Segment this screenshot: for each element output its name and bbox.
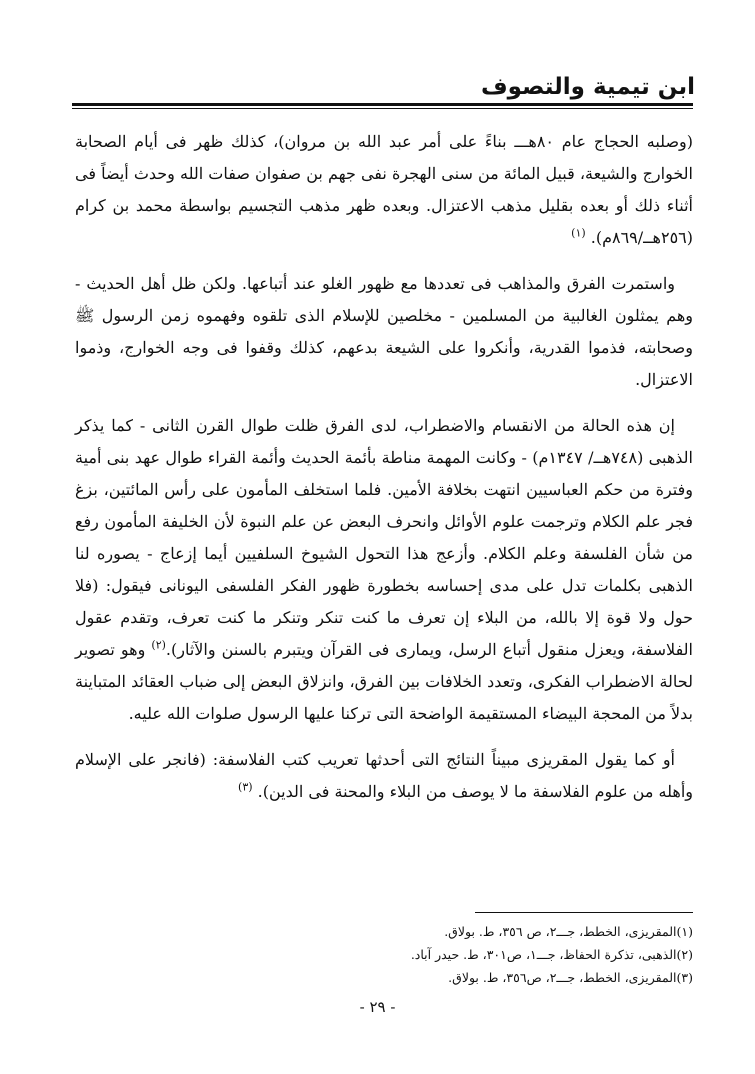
header-rule-thick [72, 103, 693, 106]
footnote-ref-2: (٢) [151, 638, 166, 652]
footnote-3: (٣)المقريزى، الخطط، جـــ٢، ص٣٥٦، ط. بولاق. [448, 970, 693, 985]
paragraph-3 [75, 410, 693, 730]
footnote-1: (١)المقريزى، الخطط، جـــ٢، ص ٣٥٦، ط. بولاق. [444, 924, 693, 939]
footnote-ref-3: (٣) [238, 780, 253, 794]
paragraph-2-text: واستمرت الفرق والمذاهب فى تعددها مع ظهور الغلو عند أتباعها. ولكن ظل أهل الحديث - وهم يمثلون الغالبية من المسلمين - مخلصين للإسلام الذى تلقوه وفهموه زمن الرسول ﷺ وصحابته، فذموا القدرية، وأنكروا على الشيعة بدعهم، كذلك وقفوا فى وجه الخوارج، وذموا الاعتزال. [75, 274, 693, 389]
page-number: - ٢٩ - [359, 998, 396, 1016]
paragraph-3-text-a: إن هذه الحالة من الانقسام والاضطراب، لدى الفرق ظلت طوال القرن الثانى - كما يذكر الذهبى (٧٤٨هــ/ ١٣٤٧م) - وكانت المهمة مناطة بأئمة الحديث وأئمة القراء طوال عهد بنى أمية وفترة من حكم العباسيين انتهت بخلافة الأمين. فلما استخلف المأمون على رأس المائتين، بزغ فجر علم الكلام وترجمت علوم الأوائل وانحرف البعض عن علم النبوة لأن الخليفة المأمون رفع من شأن الفلسفة وعلم الكلام. وأزعج هذا التحول الشيوخ السلفيين أيما إزعاج - يصوره لنا الذهبى بكلمات تدل على مدى إحساسه بخطورة ظهور الفكر الفلسفى اليونانى فيقول: (فلا حول ولا قوة إلا بالله، من البلاء إن تعرف ما كنت تنكر وتنكر ما كنت تعرف، وتقدم عقول الفلاسفة، ويعزل منقول أتباع الرسل، ويمارى فى القرآن ويتبرم بالسنن والآثار). [75, 416, 694, 659]
paragraph-4-text: أو كما يقول المقريزى مبيناً النتائج التى أحدثها تعريب كتب الفلاسفة: (فانجر على الإسلام وأهله من علوم الفلاسفة ما لا يوصف من البلاء والمحنة فى الدين). [75, 750, 693, 801]
header-rule-thin [72, 108, 693, 109]
paragraph-4 [75, 744, 693, 808]
paragraph-3-text-b: وهو تصوير لحالة الاضطراب الفكرى، وتعدد الخلافات بين الفرق، وانزلاق البعض إلى ضباب العقائد المتباينة بدلاً من المحجة البيضاء المستقيمة الواضحة التى تركنا عليها الرسول صلوات الله عليه. [75, 640, 693, 723]
paragraph-1-text: (وصلبه الحجاج عام ٨٠هـــ بناءً على أمر عبد الله بن مروان)، كذلك ظهر فى أيام الصحابة الخوارج والشيعة، قبيل المائة من سنى الهجرة نفى جهم بن صفوان صفات الله وحدث أيضاً فى أثناء ذلك أو بعده بقليل مذهب الاعتزال. وبعده ظهر مذهب التجسيم بواسطة محمد بن كرام (٢٥٦هــ/٨٦٩م). [75, 132, 694, 247]
footnotes [75, 920, 693, 989]
footnote-2: (٢)الذهبى، تذكرة الحفاظ، جـــ١، ص٣٠١، ط. حيدر آباد. [410, 947, 693, 962]
footnote-ref-1: (١) [571, 226, 586, 240]
paragraph-2 [75, 268, 693, 396]
body-text [75, 126, 693, 822]
paragraph-1 [75, 126, 693, 254]
running-title: ابن تيمية والتصوف [480, 74, 695, 100]
footnote-rule [475, 912, 693, 913]
